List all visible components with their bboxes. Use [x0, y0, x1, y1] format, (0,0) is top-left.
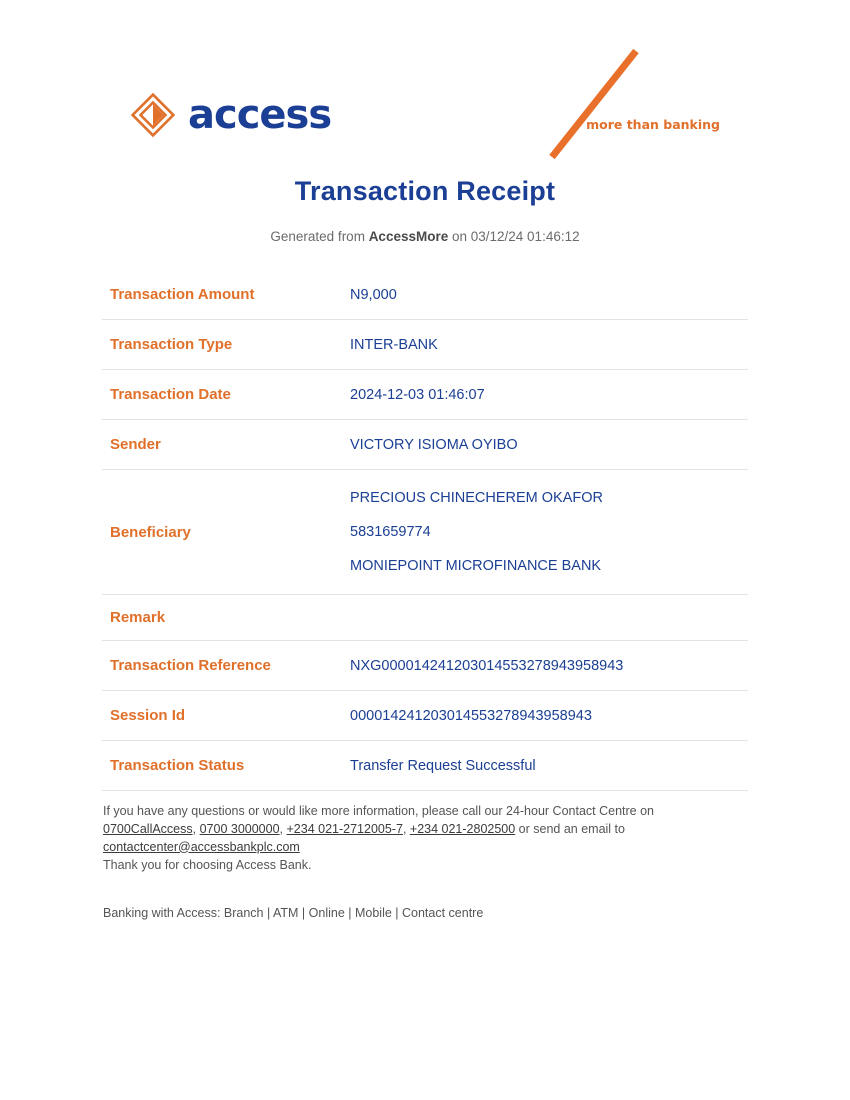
- transaction-details-table: [102, 270, 748, 791]
- row-label: Session Id: [110, 707, 186, 724]
- table-row: [102, 270, 748, 320]
- brand-tagline-group: [540, 45, 720, 165]
- row-label: Transaction Status: [110, 757, 245, 774]
- tagline-text: more than banking: [586, 117, 720, 132]
- row-label: Beneficiary: [110, 523, 191, 541]
- footer-text-1: If you have any questions or would like more information, please call our 24-hour Contact Centre on: [103, 804, 654, 818]
- row-value: 000014241203014553278943958943: [350, 707, 592, 724]
- row-value: N9,000: [350, 286, 397, 303]
- table-row: [102, 370, 748, 420]
- table-row: [102, 595, 748, 641]
- generated-suffix: on 03/12/24 01:46:12: [448, 229, 580, 244]
- row-value: Transfer Request Successful: [350, 757, 536, 774]
- table-row: [102, 641, 748, 691]
- footer-thanks: Thank you for choosing Access Bank.: [103, 858, 312, 873]
- phone-link-07003000000[interactable]: 0700 3000000: [199, 821, 280, 836]
- row-label: Transaction Date: [110, 386, 231, 403]
- access-logo: [130, 92, 331, 138]
- email-link-contactcenter[interactable]: contactcenter@accessbankplc.com: [103, 839, 300, 854]
- row-value: 2024-12-03 01:46:07: [350, 386, 485, 403]
- footer-text-2: or send an email to: [515, 821, 625, 836]
- beneficiary-account: 5831659774: [350, 524, 431, 540]
- row-value-multiline: [342, 470, 748, 595]
- table-row: [102, 320, 748, 370]
- row-value: INTER-BANK: [350, 336, 438, 353]
- row-value: NXG000014241203014553278943958943: [350, 657, 624, 674]
- row-label: Transaction Type: [110, 336, 233, 353]
- page-title: Transaction Receipt: [294, 176, 556, 206]
- footer-banking-channels: Banking with Access: Branch | ATM | Online | Mobile | Contact centre: [103, 906, 484, 920]
- beneficiary-bank: MONIEPOINT MICROFINANCE BANK: [350, 558, 602, 574]
- row-label: Transaction Amount: [110, 286, 255, 303]
- table-row: [102, 420, 748, 470]
- footer-sep-3: ,: [402, 821, 410, 836]
- footer-sep-2: ,: [279, 821, 287, 836]
- row-value: [342, 595, 748, 641]
- beneficiary-name: PRECIOUS CHINECHEREM OKAFOR: [350, 490, 603, 506]
- footer-sep-1: ,: [192, 821, 200, 836]
- row-label: Remark: [110, 609, 166, 626]
- generated-app: AccessMore: [368, 229, 449, 244]
- generated-subtitle: [0, 229, 850, 244]
- table-row-beneficiary: [102, 470, 748, 595]
- page-header: [0, 0, 850, 160]
- phone-link-0700callaccess[interactable]: 0700CallAccess: [103, 821, 193, 836]
- table-row: [102, 691, 748, 741]
- access-logo-text: access: [188, 92, 332, 138]
- row-label: Sender: [110, 436, 161, 453]
- row-value: VICTORY ISIOMA OYIBO: [350, 436, 518, 453]
- orange-slash-icon: [540, 45, 650, 165]
- table-row: [102, 741, 748, 791]
- phone-link-2712005[interactable]: +234 021-2712005-7: [286, 821, 403, 836]
- phone-link-2802500[interactable]: +234 021-2802500: [409, 821, 516, 836]
- footer: [101, 803, 749, 923]
- row-label: Transaction Reference: [110, 657, 271, 674]
- access-diamond-icon: [130, 92, 176, 138]
- footer-contact-line: [103, 803, 749, 856]
- generated-prefix: Generated from: [270, 229, 369, 244]
